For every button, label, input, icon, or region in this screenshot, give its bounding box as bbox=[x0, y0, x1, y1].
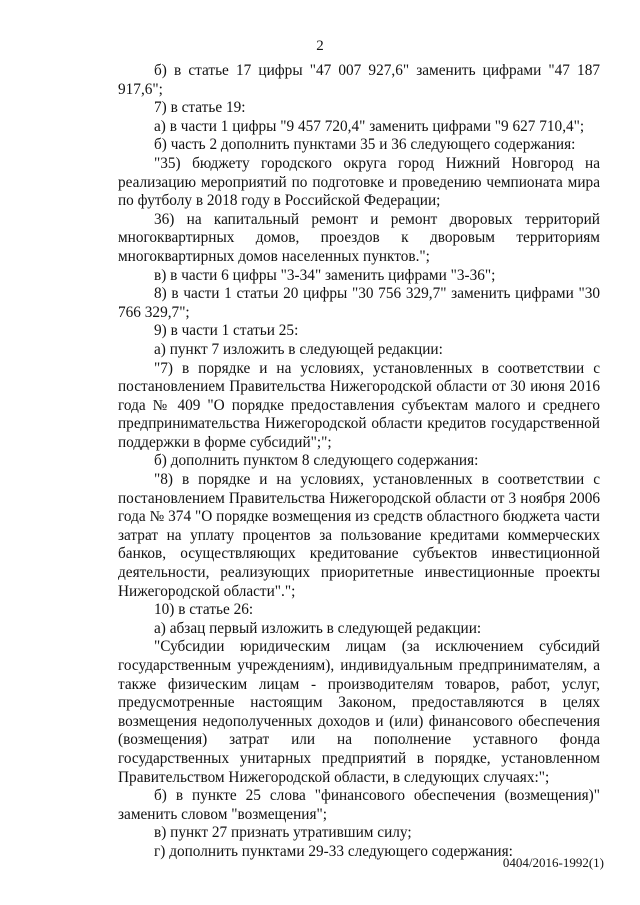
paragraph-quote-subsidies: "Субсидии юридическим лицам (за исключением субсидий государственным учреждениям), индивидуальным предпринимателям, а также физическим лицам - производителям товаров, работ, услуг, предусмотренные настоящим Законом, предоставляются в целях возмещения недополученных доходов и (или) финансового обеспечения (возмещения) затрат или на пополнение уставного фонда государственных унитарных предприятий в порядке, установленном Правительством Нижегородской области, в следующих случаях:"; bbox=[118, 638, 600, 786]
page-number: 2 bbox=[316, 38, 324, 54]
paragraph-b-article-17: б) в статье 17 цифры "47 007 927,6" заменить цифрами "47 187 917,6"; bbox=[118, 62, 600, 98]
paragraph-b-point-8: б) дополнить пунктом 8 следующего содержания: bbox=[154, 452, 479, 470]
paragraph-item-10: 10) в статье 26: bbox=[154, 601, 254, 619]
paragraph-item-8: 8) в части 1 статьи 20 цифры "30 756 329,7" заменить цифрами "30 766 329,7"; bbox=[118, 285, 600, 321]
paragraph-item-35: "35) бюджету городского округа город Нижний Новгород на реализацию мероприятий по подготовке и проведению чемпионата мира по футболу в 2018 году в Российской Федерации; bbox=[118, 154, 600, 210]
paragraph-a-abzac: а) абзац первый изложить в следующей редакции: bbox=[154, 619, 482, 637]
paragraph-b-part-2: б) часть 2 дополнить пунктами 35 и 36 следующего содержания: bbox=[154, 136, 576, 154]
paragraph-item-36: 36) на капитальный ремонт и ремонт дворовых территорий многоквартирных домов, проездов к дворовым территориям многоквартирных домов населенных пунктов."; bbox=[118, 210, 600, 265]
paragraph-v-point-27: в) пункт 27 признать утратившим силу; bbox=[154, 824, 412, 842]
paragraph-a-point-7: а) пункт 7 изложить в следующей редакции: bbox=[154, 340, 443, 358]
paragraph-quote-7: "7) в порядке и на условиях, установленных в соответствии с постановлением Правительства Нижегородской области от 30 июня 2016 года № 409 "О порядке предоставления субъектам малого и среднего предпринимательства Нижегородской области кредитов государственной поддержки в форме субсидий";"; bbox=[118, 359, 600, 451]
paragraph-v-part-6: в) в части 6 цифры "3-34" заменить цифрами "3-36"; bbox=[154, 266, 496, 284]
paragraph-item-7: 7) в статье 19: bbox=[154, 99, 246, 117]
document-code: 0404/2016-1992(1) bbox=[502, 855, 604, 870]
paragraph-item-9: 9) в части 1 статьи 25: bbox=[154, 322, 299, 340]
paragraph-b-point-25: б) в пункте 25 слова "финансового обеспечения (возмещения)" заменить словом "возмещения"; bbox=[118, 787, 600, 823]
paragraph-quote-8: "8) в порядке и на условиях, установленных в соответствии с постановлением Правительства Нижегородской области от 3 ноября 2006 года № 374 "О порядке возмещения из средств областного бюджета части затрат на уплату процентов за пользование кредитами коммерческих банков, осуществляющих кредитование субъектов инвестиционной деятельности, реализующих приоритетные инвестиционные проекты Нижегородской области"."; bbox=[118, 471, 600, 600]
document-body bbox=[118, 62, 600, 862]
paragraph-g-points-29-33: г) дополнить пунктами 29-33 следующего содержания: bbox=[154, 842, 513, 860]
paragraph-a-part-1: а) в части 1 цифры "9 457 720,4" заменить цифрами "9 627 710,4"; bbox=[154, 117, 585, 135]
